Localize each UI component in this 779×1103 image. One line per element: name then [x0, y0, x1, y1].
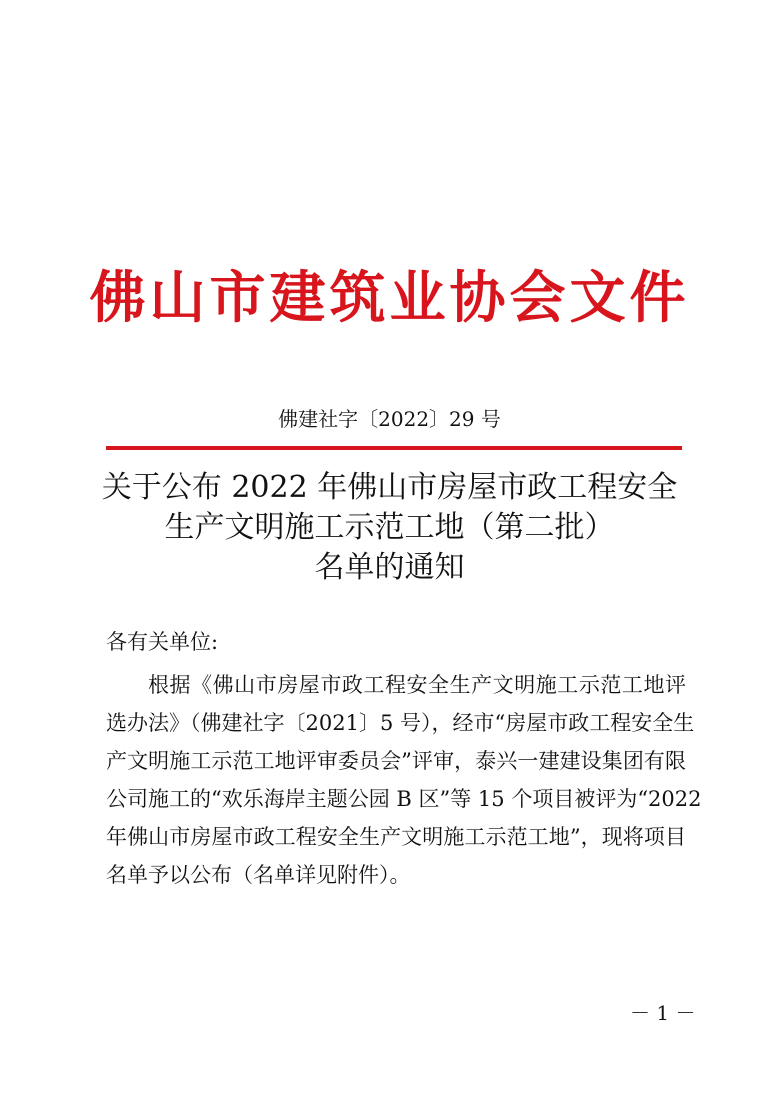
- document-number: 佛建社字〔2022〕29 号: [278, 407, 501, 431]
- notice-title-line: 生产文明施工示范工地（第二批）: [164, 510, 615, 545]
- red-divider-line: [106, 446, 682, 450]
- addressee: 各有关单位:: [106, 630, 219, 654]
- body-line: 名单予以公布（名单详见附件）。: [106, 863, 411, 887]
- notice-title-line: 名单的通知: [314, 550, 465, 585]
- body-line: 公司施工的“欢乐海岸主题公园 B 区”等 15 个项目被评为“2022: [106, 787, 702, 811]
- notice-title-line: 关于公布 2022 年佛山市房屋市政工程安全: [101, 470, 678, 505]
- body-line: 产文明施工示范工地评审委员会”评审，泰兴一建建设集团有限: [106, 749, 686, 773]
- body-line: 年佛山市房屋市政工程安全生产文明施工示范工地”，现将项目: [106, 825, 686, 849]
- organization-title: 佛山市建筑业协会文件: [89, 265, 690, 331]
- body-line: 选办法》（佛建社字〔2021〕5 号），经市“房屋市政工程安全生: [106, 711, 695, 735]
- page-number: － 1 －: [630, 1001, 696, 1025]
- notice-body: [106, 666, 702, 894]
- body-line: 根据《佛山市房屋市政工程安全生产文明施工示范工地评: [148, 673, 686, 697]
- notice-title: [0, 468, 779, 588]
